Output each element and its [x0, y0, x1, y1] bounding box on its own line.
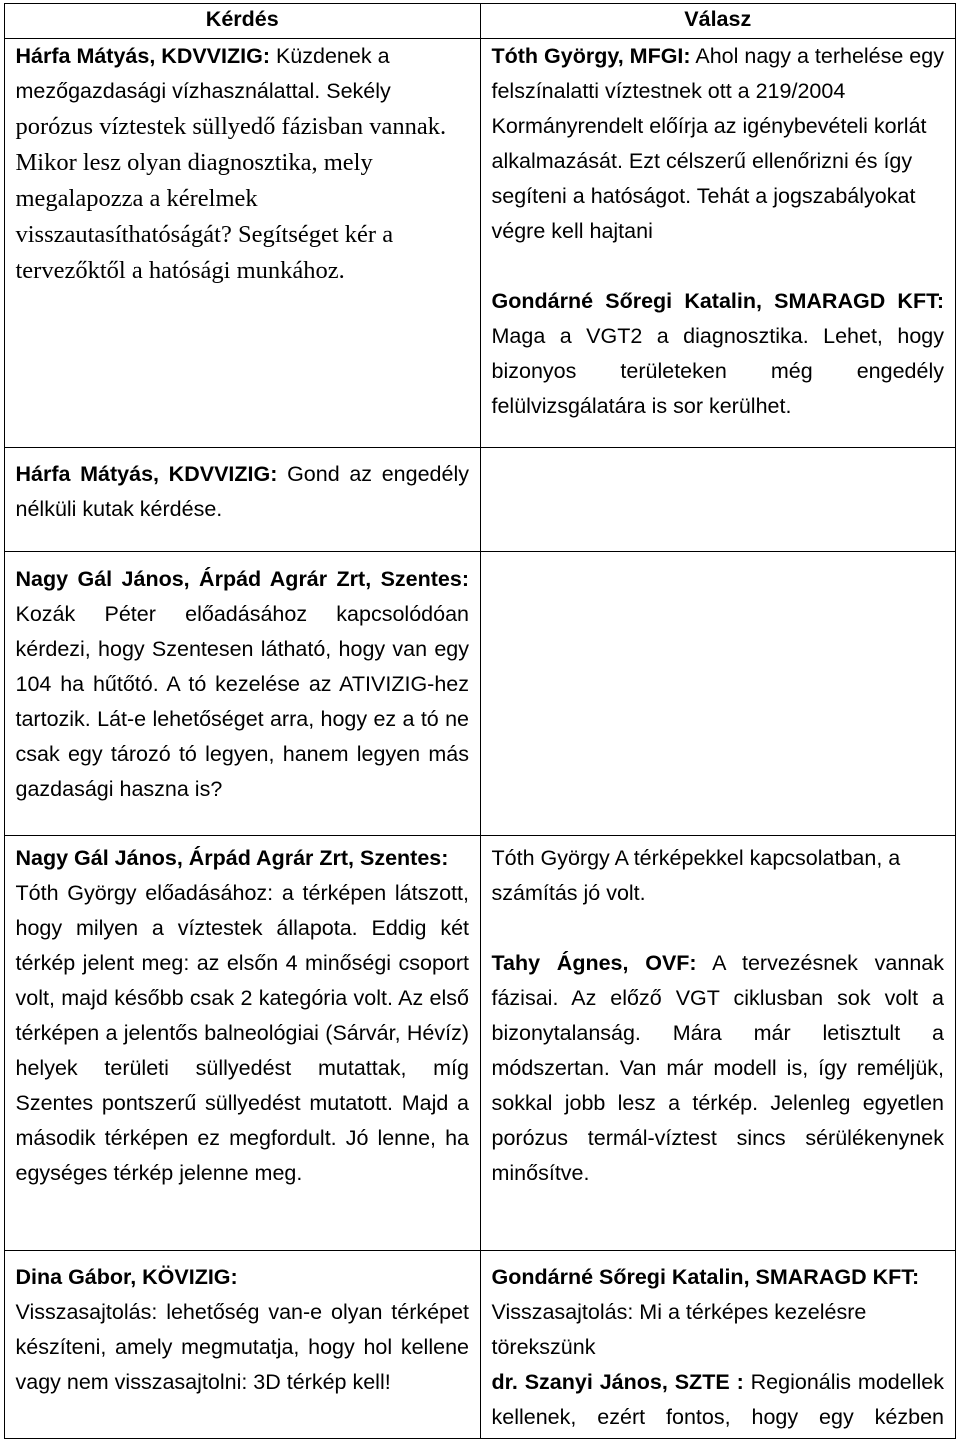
answer-text: Maga a VGT2 a diagnosztika. Lehet, hogy bizonyos területeken még engedély felülvizsgálatára is sor kerülhet.	[491, 324, 944, 418]
speaker-name: Tóth György, MFGI:	[491, 44, 691, 68]
answer-paragraph	[492, 946, 945, 1191]
speaker-name: Gondárné Sőregi Katalin, SMARAGD KFT:	[491, 1265, 920, 1289]
column-header-answer-label: Válasz	[684, 7, 752, 31]
speaker-name: dr. Szanyi János, SZTE :	[491, 1370, 744, 1394]
question-text: Kozák Péter előadásához kapcsolódóan kérdezi, hogy Szentesen látható, hogy van egy 104 ha hűtőtó. A tó kezelése az ATIVIZIG-hez tartozik. Lát-e lehetőséget arra, hogy ez a tó ne csak egy tározó tó legyen, hanem legyen más gazdasági haszna is?	[15, 602, 469, 801]
column-header-question	[5, 4, 481, 39]
question-paragraph	[16, 457, 470, 527]
speaker-name: Tahy Ágnes, OVF:	[491, 951, 697, 975]
question-speaker-line	[16, 1260, 470, 1295]
row-5-question-cell	[5, 1251, 481, 1439]
column-header-question-label: Kérdés	[205, 7, 279, 31]
question-text: Visszasajtolás: lehetőség van-e olyan térképet készíteni, amely megmutatja, hogy hol kellene vagy nem visszasajtolni: 3D térkép kell!	[15, 1300, 469, 1394]
question-paragraph	[16, 39, 470, 289]
question-text-continued: porózus víztestek süllyedő fázisban vannak. Mikor lesz olyan diagnosztika, mely megalapozza a kérelmek visszautasíthatóságát? Segítséget kér a tervezőktől a hatósági munkához.	[15, 113, 447, 284]
answer-text: A tervezésnek vannak fázisai. Az előző VGT ciklusban sok volt a bizonytalanság. Mára már letisztult a módszertan. Van már modell is, így reméljük, sokkal jobb lesz a térkép. Jelenleg egyetlen porózus termál-víztest sincs sérülékenynek minősítve.	[491, 951, 944, 1185]
answer-text: Ahol nagy a terhelése egy felszínalatti víztestnek ott a 219/2004 Kormányrendelt előírja az igénybevételi korlát alkalmazását. Ezt célszerű ellenőrizni és így segíteni a hatóságot. Tehát a jogszabályokat végre kell hajtani	[491, 44, 944, 243]
row-1-answer-cell	[481, 39, 956, 448]
row-2-answer-cell	[481, 448, 956, 552]
column-header-answer	[481, 4, 956, 39]
answer-paragraph	[492, 39, 945, 249]
row-3-answer-cell	[481, 552, 956, 836]
speaker-name: Gondárné Sőregi Katalin, SMARAGD KFT:	[491, 289, 944, 313]
question-speaker-line	[16, 841, 470, 876]
row-4-answer-cell	[481, 836, 956, 1251]
speaker-name: Dina Gábor, KÖVIZIG:	[15, 1265, 238, 1289]
speaker-name: Nagy Gál János, Árpád Agrár Zrt, Szentes:	[15, 567, 469, 591]
question-text: Tóth György előadásához: a térképen látszott, hogy milyen a víztestek állapota. Eddig két térkép jelent meg: az elsőn 4 minőségi csoport volt, majd később csak 2 kategória volt. Az első térképen a jelentős balneológiai (Sárvár, Hévíz) helyek területi süllyedést mutattak, míg Szentes pontszerű süllyedést mutatott. Majd a második térképen ez megfordult. Jó lenne, ha egységes térkép jelenne meg.	[15, 881, 469, 1185]
row-3-question-cell	[5, 552, 481, 836]
row-1-question-cell	[5, 39, 481, 448]
question-paragraph	[16, 562, 470, 807]
question-paragraph	[16, 1295, 470, 1400]
answer-speaker-line	[492, 1260, 945, 1295]
question-text: Gond az engedély nélküli kutak kérdése.	[15, 462, 469, 521]
speaker-name: Nagy Gál János, Árpád Agrár Zrt, Szentes:	[15, 846, 449, 870]
answer-text: Visszasajtolás: Mi a térképes kezelésre törekszünk	[491, 1300, 867, 1359]
answer-paragraph	[492, 1295, 945, 1365]
row-2-question-cell	[5, 448, 481, 552]
answer-paragraph	[492, 841, 945, 911]
row-4-question-cell	[5, 836, 481, 1251]
question-text: Küzdenek a mezőgazdasági vízhasználattal. Sekély	[15, 44, 391, 103]
answer-paragraph	[492, 1365, 945, 1435]
row-5-answer-cell	[481, 1251, 956, 1439]
answer-text: Tóth György A térképekkel kapcsolatban, a számítás jó volt.	[491, 846, 901, 905]
question-paragraph	[16, 876, 470, 1191]
speaker-name: Hárfa Mátyás, KDVVIZIG:	[15, 462, 278, 486]
speaker-name: Hárfa Mátyás, KDVVIZIG:	[15, 44, 270, 68]
qa-table	[4, 3, 956, 1439]
answer-text: Regionális modellek kellenek, ezért fontos, hogy egy kézben	[491, 1370, 944, 1429]
answer-paragraph	[492, 284, 945, 424]
